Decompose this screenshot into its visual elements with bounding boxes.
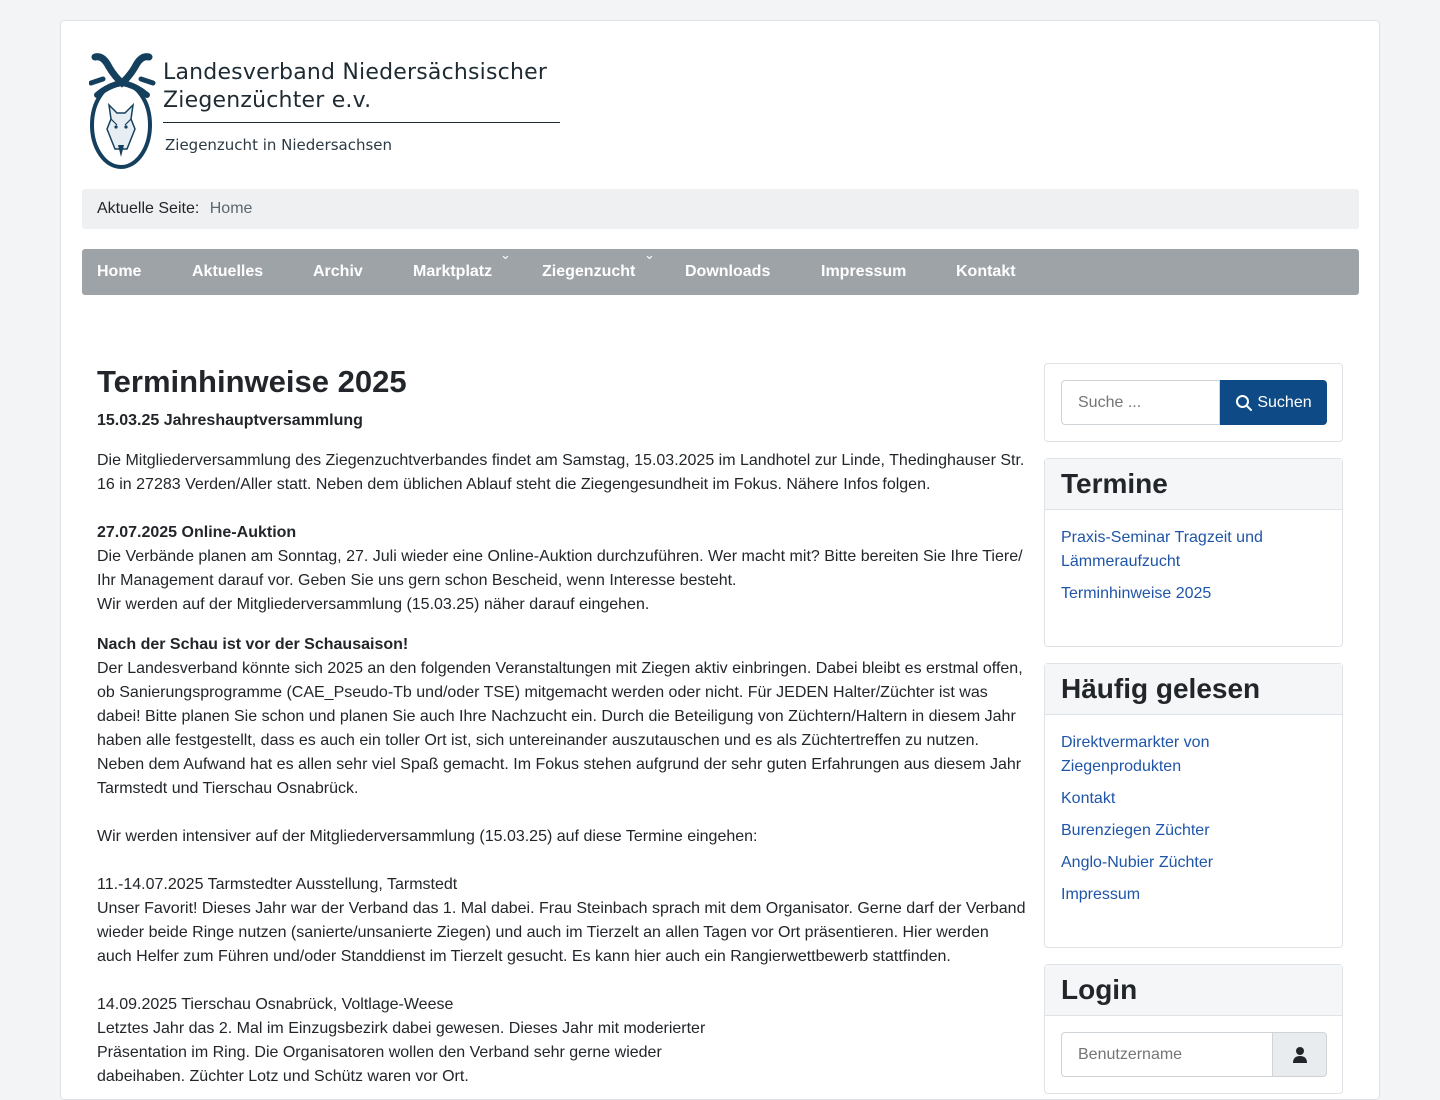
- popular-link[interactable]: Kontakt: [1061, 790, 1116, 807]
- search-button-label: Suchen: [1257, 393, 1312, 411]
- paragraph: Die Mitgliederversammlung des Ziegenzuchtverbandes findet am Samstag, 15.03.2025 im Landhotel zur Linde, Thedinghauser Str. 16 in 27283 Verden/Aller statt. Neben dem üblichen Ablauf steht die Ziegengesundheit im Fokus. Nähere Infos folgen.: [97, 452, 1025, 493]
- username-addon: [1273, 1032, 1327, 1077]
- nav-item-downloads[interactable]: Downloads: [685, 263, 771, 280]
- nav-item-aktuelles[interactable]: Aktuelles: [192, 263, 264, 280]
- section-heading: 15.03.25 Jahreshauptversammlung: [97, 412, 363, 429]
- search-icon: [1235, 394, 1253, 412]
- search-button[interactable]: [1220, 380, 1327, 425]
- breadcrumb-current: Home: [209, 200, 253, 217]
- chevron-down-icon[interactable]: ⌄: [500, 247, 511, 262]
- paragraph: Der Landesverband könnte sich 2025 an den folgenden Veranstaltungen mit Ziegen aktiv einbringen. Dabei bleibt es erstmal offen, ob Sanierungsprogramme (CAE_Pseudo-Tb und/oder TSE) mitgemacht werden oder nicht. Für JEDEN Halter/Züchter ist was dabei! Bitte planen Sie schon und planen Sie auch Ihre Nachzucht ein. Durch die Beteiligung von Züchtern/Haltern in diesem Jahr haben alle festgestellt, dass es auch ein toller Ort ist, sich untereinander auszutauschen und es als Züchtertreffen zu nutzen. Neben dem Aufwand hat es allen sehr viel Spaß gemacht. Im Fokus stehen aufgrund der sehr guten Erfahrungen aus diesem Jahr Tarmstedt und Tierschau Osnabrück.: [97, 660, 1023, 797]
- search-input[interactable]: [1061, 380, 1220, 425]
- site-title: [163, 59, 547, 115]
- title-divider: [163, 122, 560, 123]
- nav-item-home[interactable]: Home: [97, 263, 142, 280]
- username-input[interactable]: [1061, 1032, 1273, 1077]
- termine-link[interactable]: Terminhinweise 2025: [1061, 585, 1212, 602]
- nav-item-marktplatz[interactable]: Marktplatz: [413, 263, 493, 280]
- login-card: [1044, 964, 1343, 1094]
- page-container: [60, 20, 1380, 1100]
- main-nav: [82, 249, 1359, 295]
- site-logo[interactable]: [89, 53, 569, 171]
- paragraph: Wir werden intensiver auf der Mitgliederversammlung (15.03.25) auf diese Termine eingehen:: [97, 828, 758, 845]
- popular-title: Häufig gelesen: [1045, 664, 1342, 715]
- site-tagline: Ziegenzucht in Niedersachsen: [165, 136, 392, 154]
- termine-link[interactable]: Praxis-Seminar Tragzeit und Lämmeraufzucht: [1061, 529, 1263, 570]
- article: [97, 363, 1027, 1089]
- chevron-down-icon[interactable]: ⌄: [644, 247, 655, 262]
- site-title-line1: Landesverband Niedersächsischer: [163, 60, 548, 85]
- nav-item-impressum[interactable]: Impressum: [821, 263, 907, 280]
- popular-card: [1044, 663, 1343, 948]
- login-title: Login: [1045, 965, 1342, 1016]
- nav-item-kontakt[interactable]: Kontakt: [956, 263, 1016, 280]
- search-card: [1044, 363, 1343, 442]
- event-heading: 11.-14.07.2025 Tarmstedter Ausstellung, Tarmstedt: [97, 876, 458, 893]
- paragraph-line: Letztes Jahr das 2. Mal im Einzugsbezirk dabei gewesen. Dieses Jahr mit moderierter: [97, 1020, 706, 1037]
- section-heading: Nach der Schau ist vor der Schausaison!: [97, 636, 409, 653]
- paragraph: Unser Favorit! Dieses Jahr war der Verband das 1. Mal dabei. Frau Steinbach sprach mit dem Organisator. Gerne darf der Verband wieder beide Ringe nutzen (sanierte/unsanierte Ziegen) und auch im Tierzelt an allen Tagen vor Ort präsentieren. Hier werden auch Helfer zum Führen und/oder Standdienst im Tierzelt gesucht. Es kann hier auch ein Rangierwettbewerb stattfinden.: [97, 900, 1026, 965]
- paragraph: Wir werden auf der Mitgliederversammlung (15.03.25) näher darauf eingehen.: [97, 596, 650, 613]
- nav-item-archiv[interactable]: Archiv: [313, 263, 363, 280]
- breadcrumb-label: Aktuelle Seite:: [97, 200, 200, 217]
- paragraph: Die Verbände planen am Sonntag, 27. Juli wieder eine Online-Auktion durchzuführen. Wer macht mit? Bitte bereiten Sie Ihre Tiere/ Ihr Management darauf vor. Geben Sie uns gern schon Bescheid, wenn Interesse besteht.: [97, 548, 1023, 589]
- termine-card: [1044, 458, 1343, 647]
- popular-link[interactable]: Impressum: [1061, 886, 1141, 903]
- event-heading: 14.09.2025 Tierschau Osnabrück, Voltlage-Weese: [97, 996, 454, 1013]
- goat-logo-icon: [89, 53, 159, 171]
- user-icon: [1292, 1046, 1308, 1064]
- nav-item-ziegenzucht[interactable]: Ziegenzucht: [542, 263, 636, 280]
- termine-title: Termine: [1045, 459, 1342, 510]
- section-heading: 27.07.2025 Online-Auktion: [97, 524, 297, 541]
- site-title-line2: Ziegenzüchter e.v.: [163, 88, 372, 113]
- popular-link[interactable]: Burenziegen Züchter: [1061, 822, 1210, 839]
- paragraph-line: dabeihaben. Züchter Lotz und Schütz waren vor Ort.: [97, 1068, 469, 1085]
- popular-link[interactable]: Anglo-Nubier Züchter: [1061, 854, 1214, 871]
- paragraph-line: Präsentation im Ring. Die Organisatoren wollen den Verband sehr gerne wieder: [97, 1044, 662, 1061]
- page-title: Terminhinweise 2025: [97, 364, 407, 399]
- popular-link[interactable]: Direktvermarkter von Ziegenprodukten: [1061, 734, 1210, 775]
- breadcrumb: [82, 189, 1359, 229]
